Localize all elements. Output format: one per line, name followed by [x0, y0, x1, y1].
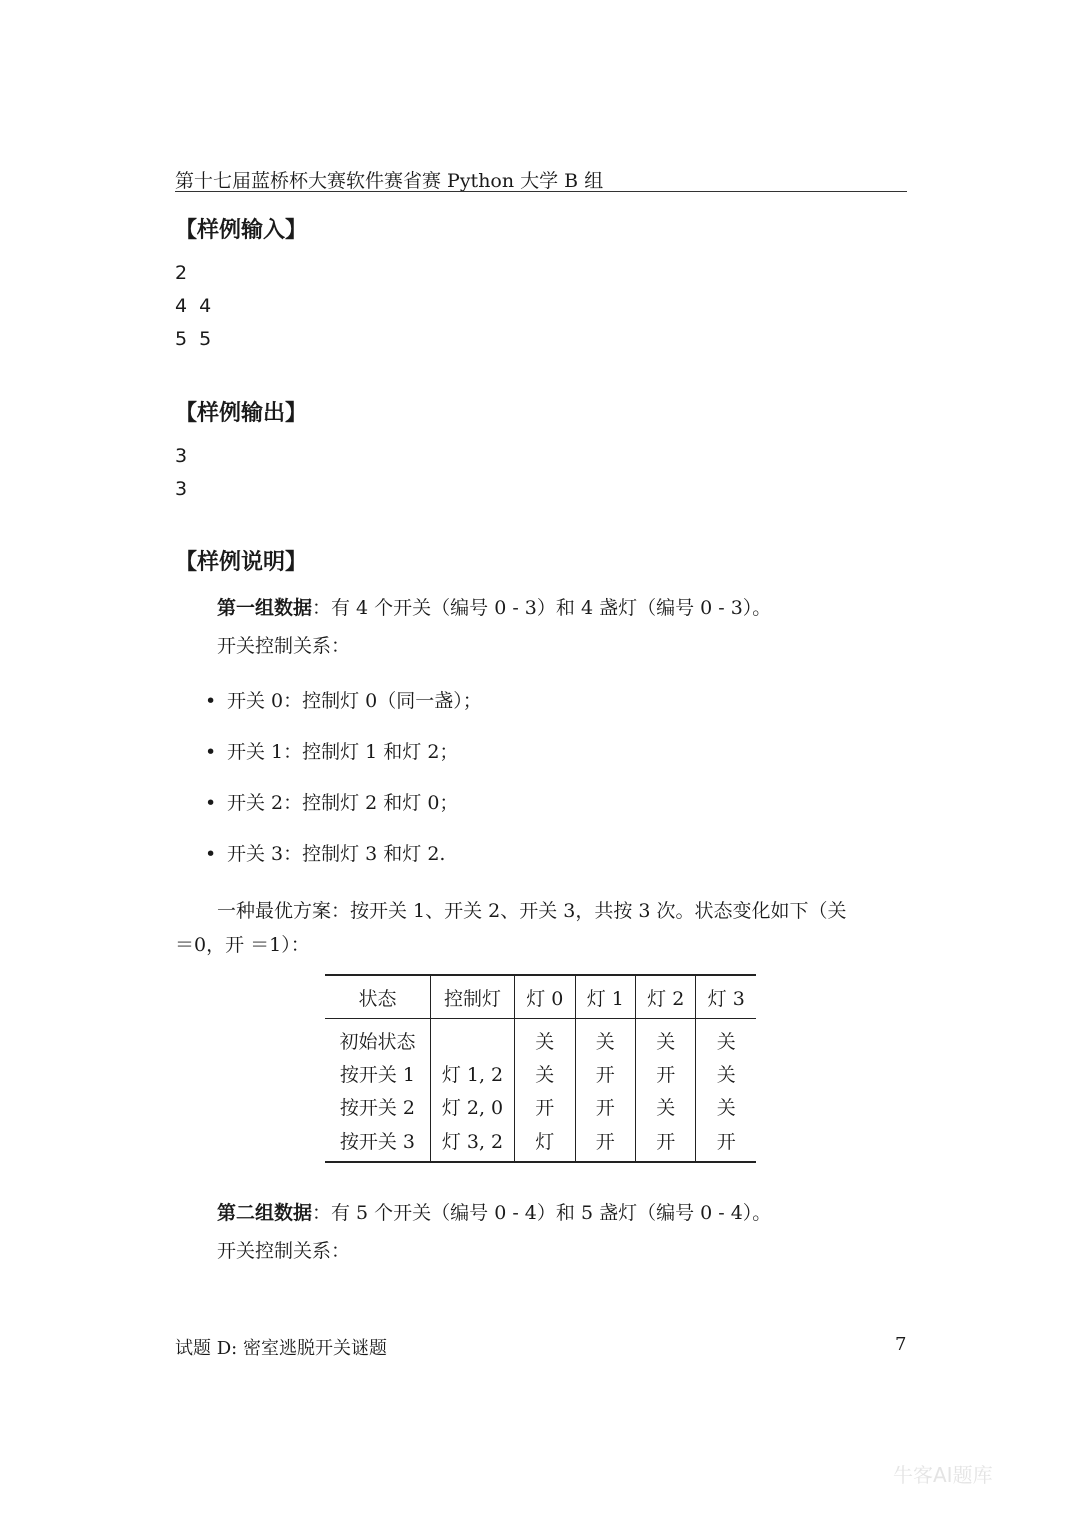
list-item [205, 737, 458, 764]
table-cell: 开 [636, 1123, 696, 1162]
table-cell: 开 [716, 1130, 736, 1153]
control-relation-label: 开关控制关系： [217, 635, 351, 657]
table-cell: 关 [716, 1097, 736, 1119]
table-header-cell: 控制灯 [430, 975, 514, 1019]
header-divider [175, 191, 907, 192]
table-header-cell: 灯 2 [636, 975, 696, 1019]
table-cell: 按开关 3 [325, 1123, 430, 1162]
sample-input-heading: 【样例输入】 [175, 218, 308, 243]
page-number: 7 [895, 1334, 907, 1355]
table-cell: 灯 [515, 1123, 575, 1162]
list-item [205, 788, 458, 815]
table-cell: 开 [515, 1090, 575, 1123]
table-row [325, 1123, 756, 1162]
table-cell: 关 [716, 1064, 736, 1086]
state-table [325, 974, 756, 1163]
table-header-cell: 灯 3 [696, 975, 756, 1019]
sample-input-line: 4 4 [175, 295, 212, 317]
list-item-text: 开关 1：控制灯 1 和灯 2； [227, 741, 459, 763]
table-header-row [325, 975, 756, 1019]
bullet-icon: • [205, 690, 217, 712]
group1-label: 第一组数据 [217, 597, 313, 619]
sample-explanation-heading: 【样例说明】 [175, 550, 308, 575]
control-relation-label-2: 开关控制关系： [217, 1240, 351, 1262]
sample-output-heading: 【样例输出】 [175, 401, 308, 426]
table-header-cell: 灯 0 [515, 975, 575, 1019]
table-cell: 按开关 2 [325, 1090, 430, 1123]
group2-label: 第二组数据 [217, 1202, 313, 1224]
table-cell: 开 [575, 1057, 635, 1090]
group1-description [217, 593, 771, 620]
table-header-cell: 状态 [325, 975, 430, 1019]
table-cell: 关 [636, 1019, 696, 1058]
table-cell: 关 [575, 1019, 635, 1058]
bullet-icon: • [205, 741, 217, 763]
sample-input-line: 5 5 [175, 328, 212, 350]
table-cell: 灯 3, 2 [430, 1123, 514, 1162]
table-cell: 开 [575, 1090, 635, 1123]
bullet-icon: • [205, 792, 217, 814]
plan-line-1: 一种最优方案：按开关 1、开关 2、开关 3，共按 3 次。状态变化如下（关 [217, 900, 847, 922]
sample-input-line: 2 [175, 262, 188, 284]
list-item-text: 开关 0：控制灯 0（同一盏）； [227, 690, 482, 712]
table-row [325, 1019, 756, 1058]
bullet-icon: • [205, 843, 217, 865]
table-row [325, 1057, 756, 1090]
page-header-title: 第十七届蓝桥杯大赛软件赛省赛 Python 大学 B 组 [175, 170, 604, 192]
group1-text: ：有 4 个开关（编号 0 - 3）和 4 盏灯（编号 0 - 3）。 [312, 597, 772, 619]
table-row [325, 1090, 756, 1123]
table-header-cell: 灯 1 [575, 975, 635, 1019]
table-cell: 灯 2, 0 [430, 1090, 514, 1123]
table-cell: 开 [636, 1057, 696, 1090]
list-item-text: 开关 3：控制灯 3 和灯 2. [227, 843, 446, 865]
footer-title: 试题 D: 密室逃脱开关谜题 [175, 1338, 387, 1359]
list-item [205, 686, 482, 713]
table-cell: 关 [716, 1030, 736, 1053]
watermark: 牛客AI题库 [893, 1463, 993, 1487]
table-cell: 关 [515, 1057, 575, 1090]
table-cell: 按开关 1 [325, 1057, 430, 1090]
plan-line-2: ＝0，开 ＝1）： [175, 934, 310, 956]
table-cell: 初始状态 [325, 1019, 430, 1058]
table-cell [430, 1019, 514, 1058]
table-cell: 关 [636, 1090, 696, 1123]
group2-description [217, 1198, 771, 1225]
list-item [205, 839, 445, 866]
table-cell: 关 [515, 1019, 575, 1058]
group2-text: ：有 5 个开关（编号 0 - 4）和 5 盏灯（编号 0 - 4）。 [312, 1202, 772, 1224]
sample-output-line: 3 [175, 478, 188, 500]
table-cell: 灯 1, 2 [430, 1057, 514, 1090]
table-cell: 开 [575, 1123, 635, 1162]
list-item-text: 开关 2：控制灯 2 和灯 0； [227, 792, 459, 814]
sample-output-line: 3 [175, 445, 188, 467]
